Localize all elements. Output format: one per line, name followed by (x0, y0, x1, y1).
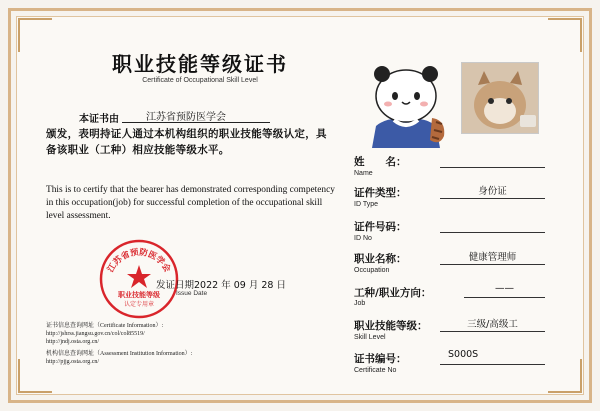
job-label-en: Job (354, 300, 366, 307)
issuer-label: 本证书由 (79, 114, 119, 125)
skill-level-label: 职业技能等级： (354, 320, 428, 332)
query-institution-url[interactable]: http://pjjg.osta.org.cn/ (46, 359, 100, 365)
certificate-subtitle: Certificate of Occupational Skill Level (142, 77, 258, 84)
id-type-value: 身份证 (478, 186, 507, 197)
query-cert-url-2[interactable]: http://jndj.osta.org.cn/ (46, 339, 100, 345)
english-statement: This is to certify that the bearer has demonstrated corresponding competency in this occupation(job) for successful completion of the occupational skill level assessment. (46, 185, 335, 221)
occupation-label-en: Occupation (354, 267, 390, 274)
corner-ornament (18, 18, 52, 52)
skill-level-value: 三级/高级工 (467, 319, 518, 330)
seal-center-line1: 职业技能等级 (118, 291, 160, 299)
issuer-value: 江苏省预防医学会 (146, 112, 226, 123)
certificate-number-underline (440, 364, 545, 365)
skill-level-label-en: Skill Level (354, 334, 386, 341)
id-type-label-en: ID Type (354, 201, 378, 208)
issue-date-label: Issue Date (176, 290, 208, 297)
certificate-title: 职业技能等级证书 (112, 52, 288, 76)
seal-arc-text: 江苏省预防医学会 (105, 247, 173, 275)
occupation-label: 职业名称： (354, 253, 407, 265)
id-type-underline (440, 198, 545, 199)
certificate-number-label: 证书编号： (354, 353, 407, 365)
seal-star-icon (127, 265, 151, 288)
query-cert-url-1[interactable]: http://jshrss.jiangsu.gov.cn/col/col85519/ (46, 331, 145, 337)
occupation-underline (440, 264, 545, 265)
chinese-statement: 颁发，表明持证人通过本机构组织的职业技能等级认定，具备该职业（工种）相应技能等级水平。 (46, 128, 327, 156)
id-type-label: 证件类型： (354, 187, 407, 199)
holder-photo (461, 62, 539, 134)
skill-level-underline (440, 331, 545, 332)
corner-ornament (548, 18, 582, 52)
seal-center-line2: 认定专用章 (123, 301, 155, 308)
id-number-label-en: ID No (354, 235, 372, 242)
id-number-label: 证件号码： (354, 221, 407, 233)
name-label: 姓 名： (354, 156, 407, 168)
id-number-underline (440, 232, 545, 233)
job-label: 工种/职业方向： (354, 287, 432, 299)
panda-mascot-sticker (362, 60, 450, 148)
name-underline (440, 167, 545, 168)
query-institution-label: 机构信息查询网址（Assessment Institution Information）: (46, 351, 193, 357)
corner-ornament (548, 359, 582, 393)
job-underline (464, 297, 545, 298)
occupation-value: 健康管理师 (468, 252, 517, 263)
name-label-en: Name (354, 170, 373, 177)
issue-date: 发证日期2022 年 09 月 28 日 (156, 280, 286, 291)
query-cert-label: 证书信息查询网址（Certificate Information）: (46, 323, 164, 329)
job-value: —— (495, 283, 514, 294)
certificate-number-value: S000S (448, 349, 479, 360)
certificate-number-label-en: Certificate No (354, 367, 397, 374)
